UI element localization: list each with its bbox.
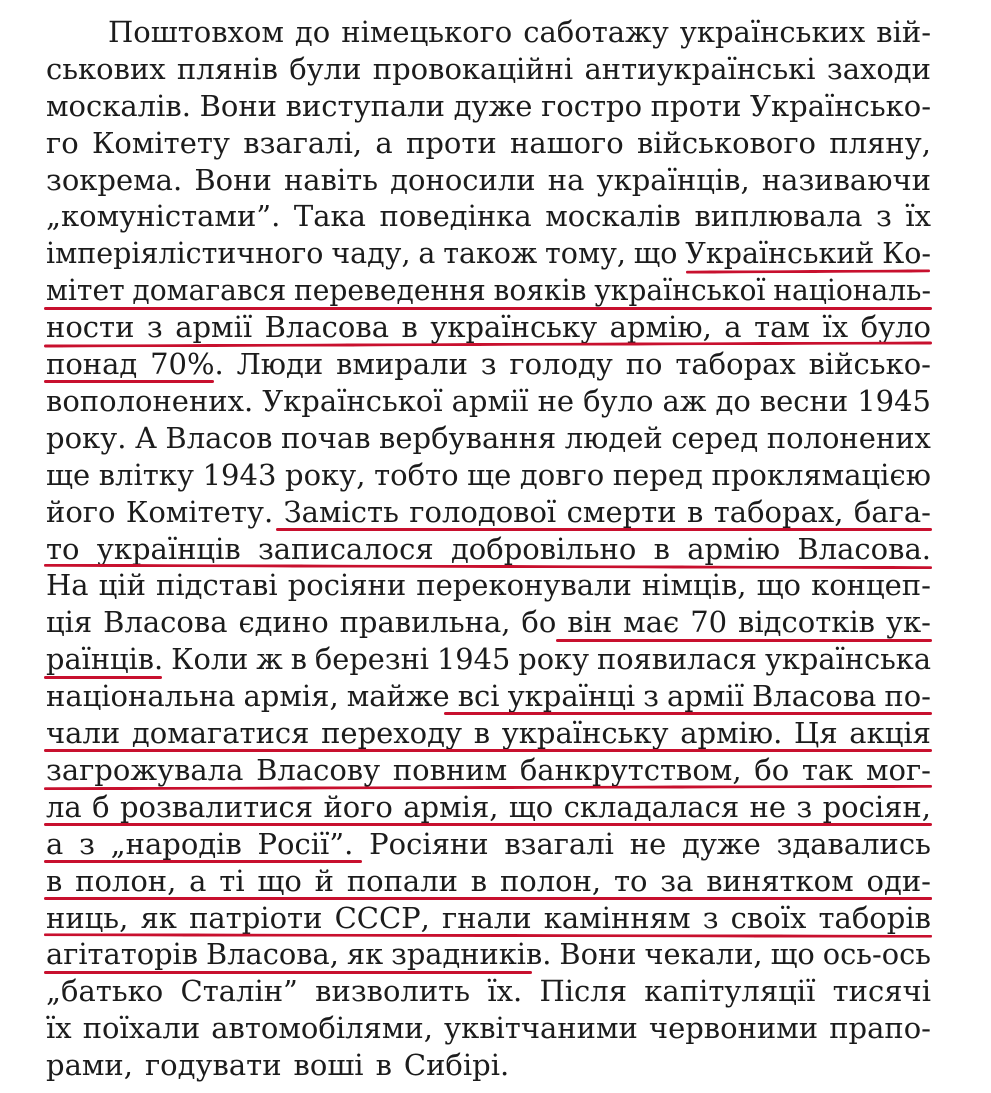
text-line — [46, 531, 931, 568]
word: виплювала — [694, 199, 863, 234]
word: росіян, — [822, 789, 931, 824]
word: почав — [280, 420, 371, 455]
underline-mark — [44, 897, 932, 900]
word: називаючи — [761, 162, 931, 197]
word: полон, — [75, 863, 177, 898]
word: що — [770, 937, 815, 972]
word: вербування — [379, 420, 557, 455]
text-line — [46, 346, 931, 383]
word: бо — [754, 752, 790, 787]
word: Українсько- — [750, 88, 931, 123]
word: Після — [539, 974, 627, 1009]
word: Комітету. — [125, 494, 274, 529]
word: їх — [46, 1011, 72, 1046]
word: що — [508, 789, 554, 824]
word: СССР, — [334, 900, 430, 935]
word: повним — [392, 752, 508, 787]
word: з — [875, 199, 892, 234]
word: там — [754, 310, 810, 345]
word: їх. — [487, 974, 523, 1009]
word: гостро — [541, 88, 643, 123]
word: так — [801, 752, 854, 787]
word: бага- — [853, 494, 931, 529]
word: зокрема. — [46, 162, 183, 197]
word: добровільно — [450, 531, 637, 566]
word: складалася — [563, 789, 740, 824]
word: агітаторів — [46, 937, 199, 972]
word: що — [257, 863, 302, 898]
underline-mark — [44, 860, 362, 863]
text-line — [46, 900, 931, 937]
text-line — [46, 51, 931, 88]
word: його — [46, 494, 116, 529]
word: Комітету — [91, 125, 230, 160]
word: а — [46, 826, 64, 861]
word: саботажу — [523, 15, 669, 49]
word: до — [294, 15, 331, 49]
word: національ- — [773, 273, 931, 308]
word: армія, — [403, 789, 499, 824]
word: 70 — [690, 605, 728, 640]
word: провокаційні — [372, 51, 574, 86]
word: винятком — [706, 863, 854, 898]
word: ськових — [46, 51, 166, 86]
word: Поштовхом — [108, 15, 284, 49]
word: також — [443, 236, 538, 271]
word: А — [134, 420, 157, 455]
word: з — [79, 826, 95, 861]
underline-mark — [44, 307, 932, 310]
word: проклямацією — [711, 457, 931, 492]
word: в — [473, 716, 491, 751]
word: ще — [46, 457, 91, 492]
word: вій- — [876, 15, 931, 49]
word: Вони — [194, 162, 272, 197]
word: пляну, — [829, 125, 931, 160]
word: ж — [256, 642, 283, 677]
word: в — [401, 310, 418, 345]
word: 1945 — [857, 383, 931, 418]
word: майже — [346, 679, 450, 714]
word: армію. — [680, 716, 783, 751]
word: поведінка — [379, 199, 532, 234]
word: взагалі — [504, 826, 614, 861]
word: Росії”. — [257, 826, 354, 861]
word: оди- — [866, 863, 931, 898]
word: голодової — [409, 494, 557, 529]
word: розвалитися — [119, 789, 314, 824]
word: поїхали — [82, 1011, 201, 1046]
word: голоду — [509, 347, 613, 382]
text-line — [46, 641, 931, 678]
word: смерти — [566, 494, 677, 529]
word: підставі — [155, 568, 278, 603]
word: ція — [46, 605, 93, 640]
word: проти — [650, 88, 742, 123]
word: влітку — [98, 457, 194, 492]
word: серед — [671, 420, 759, 455]
word: вмирали — [336, 347, 468, 382]
word: москалів. — [46, 88, 191, 123]
word: як — [140, 900, 177, 935]
word: його — [323, 789, 393, 824]
word: української — [594, 273, 766, 308]
word: Сталін” — [180, 974, 298, 1009]
word: не — [749, 789, 786, 824]
word: українців — [96, 531, 241, 566]
word: з — [796, 789, 813, 824]
word: в — [375, 1048, 392, 1083]
word: німецького — [341, 15, 513, 49]
word: березні — [314, 642, 430, 677]
word: таборах, — [713, 494, 844, 529]
word: Власова — [752, 679, 877, 714]
word: в — [470, 863, 488, 898]
text-line — [46, 272, 931, 309]
text-line — [108, 14, 931, 51]
word: полон, — [499, 863, 602, 898]
word: здавались — [776, 826, 931, 861]
word: го — [46, 125, 79, 160]
word: а — [189, 863, 207, 898]
word: їх — [905, 199, 931, 234]
word: українців, — [596, 162, 750, 197]
word: по- — [884, 679, 931, 714]
word: „народів — [110, 826, 242, 861]
word: українці — [507, 679, 636, 714]
word: годувати — [144, 1048, 282, 1083]
word: відсотків — [738, 605, 875, 640]
text-line — [46, 125, 931, 162]
underline-mark — [276, 528, 932, 531]
word: „комуністами”. — [46, 199, 281, 234]
word: росіяни — [287, 568, 407, 603]
underline-mark — [556, 639, 932, 642]
word: Люди — [236, 347, 324, 382]
word: армії — [175, 310, 253, 345]
word: появилася — [596, 642, 757, 677]
word: він — [567, 605, 613, 640]
word: домагатися — [131, 716, 310, 751]
word: навіть — [283, 162, 379, 197]
word: Замість — [283, 494, 399, 529]
text-line — [46, 973, 931, 1010]
word: Ко- — [882, 236, 931, 271]
text-line — [46, 198, 931, 235]
word: з — [702, 900, 719, 935]
word: німців, — [641, 568, 747, 603]
word: були — [289, 51, 362, 86]
word: а — [418, 236, 436, 271]
word: мог- — [865, 752, 931, 787]
text-line — [46, 383, 931, 420]
word: ла — [46, 789, 82, 824]
word: раїнців. — [46, 642, 164, 677]
word: тобто — [374, 457, 459, 492]
word: Росіяни — [369, 826, 489, 861]
word: в — [653, 531, 670, 566]
word: по — [625, 347, 663, 382]
text-line — [46, 88, 931, 125]
word: попали — [346, 863, 458, 898]
word: з — [480, 347, 497, 382]
word: українська — [764, 642, 931, 677]
word: 1945 — [436, 642, 511, 677]
word: людей — [564, 420, 663, 455]
word: Така — [293, 199, 366, 234]
underline-mark — [44, 676, 162, 679]
word: було — [583, 383, 654, 418]
word: проти — [405, 125, 497, 160]
word: що — [756, 568, 801, 603]
text-line — [46, 309, 931, 346]
word: б — [92, 789, 110, 824]
word: автомобілями, — [211, 1011, 433, 1046]
word: року — [518, 642, 590, 677]
word: ук- — [885, 605, 931, 640]
word: військо- — [808, 347, 931, 382]
word: Вони — [559, 937, 637, 972]
text-line — [46, 826, 931, 863]
text-line — [46, 863, 931, 900]
word: імперіялістичного — [46, 236, 324, 271]
word: правильна, — [339, 605, 511, 640]
word: їх — [822, 310, 849, 345]
text-line — [46, 567, 931, 604]
word: вополонених. — [46, 383, 254, 418]
text-line — [46, 1010, 931, 1047]
word: чаду, — [331, 236, 411, 271]
word: як — [346, 937, 384, 972]
word: українську — [501, 716, 669, 751]
word: українську — [430, 310, 598, 345]
word: не — [629, 826, 667, 861]
word: єдино — [238, 605, 329, 640]
word: капітуляції — [644, 974, 816, 1009]
text-line — [46, 604, 931, 641]
word: всі — [457, 679, 500, 714]
word: має — [623, 605, 680, 640]
word: нашого — [510, 125, 624, 160]
word: акція — [849, 716, 931, 751]
text-line — [46, 752, 931, 789]
word: аж — [662, 383, 707, 418]
word: На — [46, 568, 89, 603]
word: не — [537, 383, 575, 418]
word: прапо- — [829, 1011, 931, 1046]
underline-mark — [44, 380, 214, 383]
word: своїх — [730, 900, 807, 935]
word: було — [860, 310, 931, 345]
underline-mark — [44, 749, 932, 752]
word: Власова, — [205, 937, 339, 972]
word: 70%. — [150, 347, 224, 382]
word: банкрутством, — [519, 752, 742, 787]
word: а — [375, 125, 393, 160]
word: ті — [219, 863, 245, 898]
word: зрадників. — [391, 937, 552, 972]
word: Власова — [264, 310, 389, 345]
word: а — [724, 310, 742, 345]
word: переведення — [293, 273, 486, 308]
word: Власова. — [797, 531, 931, 566]
text-line — [46, 1047, 931, 1084]
underline-mark — [444, 712, 932, 715]
word: червоними — [648, 1011, 819, 1046]
word: уквітчаними — [444, 1011, 638, 1046]
word: концеп- — [811, 568, 931, 603]
text-line — [46, 789, 931, 826]
word: року, — [285, 457, 366, 492]
word: чекали, — [644, 937, 763, 972]
text-line — [46, 494, 931, 531]
word: Власову — [256, 752, 381, 787]
word: ще — [467, 457, 512, 492]
word: Вони — [199, 88, 277, 123]
word: й — [314, 863, 334, 898]
word: тому, — [545, 236, 626, 271]
word: доносили — [390, 162, 536, 197]
word: з — [146, 310, 163, 345]
word: Власова — [103, 605, 228, 640]
word: ось-ось — [822, 937, 931, 972]
word: року. — [46, 420, 127, 455]
word: Ця — [794, 716, 838, 751]
word: армія, — [243, 679, 339, 714]
word: визволить — [315, 974, 471, 1009]
word: переходу — [321, 716, 463, 751]
word: „батько — [46, 974, 164, 1009]
word: Сибірі. — [403, 1048, 510, 1083]
word: вояків — [493, 273, 587, 308]
word: бо — [521, 605, 557, 640]
word: таборів — [818, 900, 931, 935]
word: перед — [612, 457, 703, 492]
word: армію — [687, 531, 781, 566]
word: Власов — [165, 420, 273, 455]
word: 1943 — [202, 457, 277, 492]
word: військового — [636, 125, 816, 160]
text-line — [46, 162, 931, 199]
word: Коли — [171, 642, 249, 677]
word: загрожувала — [46, 752, 244, 787]
word: домагався — [132, 273, 287, 308]
word: армію, — [609, 310, 712, 345]
word: в — [46, 863, 63, 898]
word: дуже — [682, 826, 761, 861]
word: москалів — [545, 199, 681, 234]
word: переконували — [416, 568, 632, 603]
word: що — [633, 236, 678, 271]
word: на — [547, 162, 585, 197]
word: армії — [451, 383, 529, 418]
word: тисячі — [832, 974, 931, 1009]
text-line — [46, 457, 931, 494]
word: полонених — [766, 420, 931, 455]
word: цій — [98, 568, 146, 603]
word: антиукраїнські — [584, 51, 816, 86]
word: за — [660, 863, 694, 898]
word: заходи — [826, 51, 931, 86]
word: воші — [293, 1048, 364, 1083]
word: довго — [519, 457, 605, 492]
text-line — [46, 936, 931, 973]
word: весни — [759, 383, 849, 418]
text-line — [46, 420, 931, 457]
word: таборах — [675, 347, 796, 382]
word: ности — [46, 310, 135, 345]
word: чали — [46, 716, 121, 751]
word: то — [613, 863, 648, 898]
word: плянів — [176, 51, 278, 86]
word: мітет — [46, 273, 125, 308]
word: взагалі, — [243, 125, 363, 160]
word: гнали — [442, 900, 532, 935]
word: ниць, — [46, 900, 129, 935]
word: Український — [685, 236, 875, 271]
word: записалося — [257, 531, 434, 566]
underline-mark — [44, 971, 532, 974]
word: камінням — [543, 900, 691, 935]
word: армії — [667, 679, 744, 714]
word: в — [290, 642, 307, 677]
word: в — [687, 494, 704, 529]
word: то — [46, 531, 80, 566]
word: національна — [46, 679, 236, 714]
word: виступали — [285, 88, 446, 123]
underline-mark — [44, 823, 932, 826]
word: рами, — [46, 1048, 133, 1083]
word: з — [643, 679, 659, 714]
word: українських — [679, 15, 866, 49]
word: дуже — [453, 88, 533, 123]
text-line — [46, 235, 931, 272]
word: до — [715, 383, 751, 418]
text-line — [46, 715, 931, 752]
word: патріоти — [189, 900, 323, 935]
word: Української — [262, 383, 443, 418]
text-line — [46, 678, 931, 715]
word: понад — [46, 347, 138, 382]
